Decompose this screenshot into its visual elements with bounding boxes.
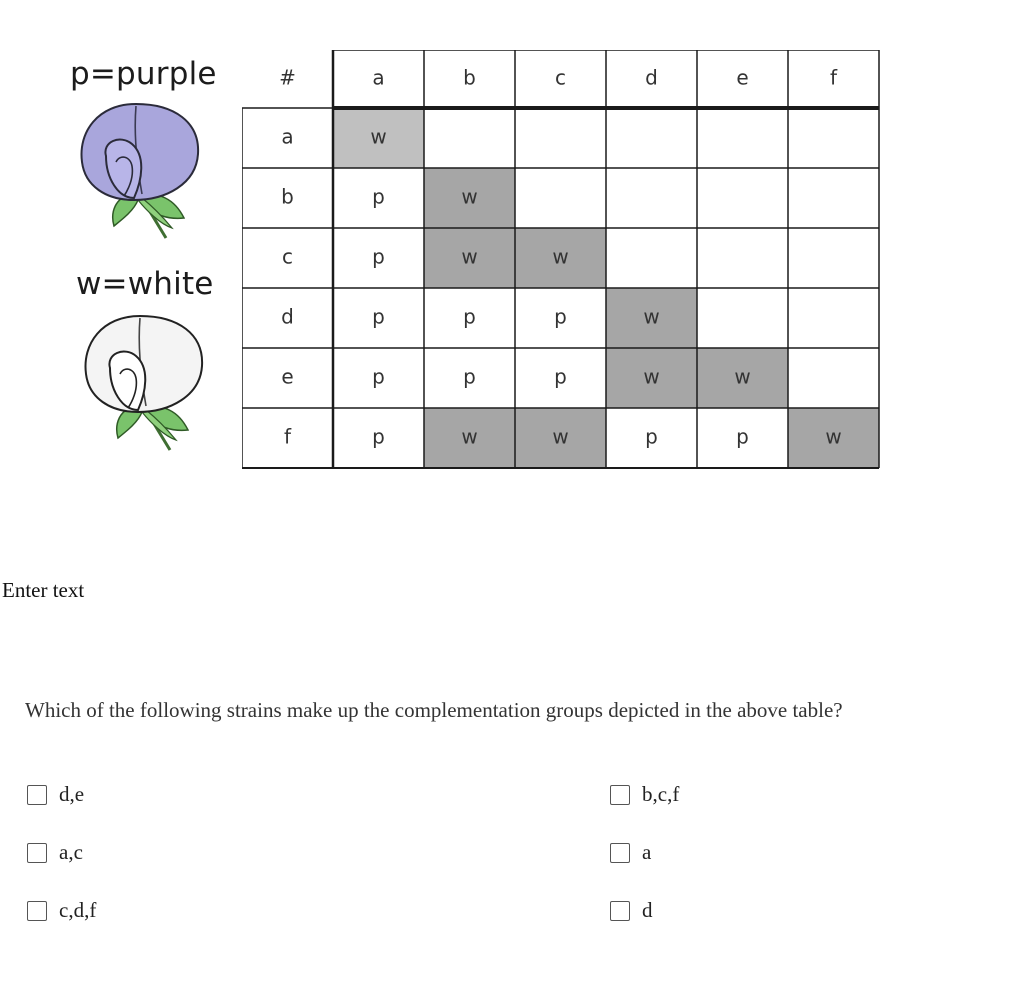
table-cell: w bbox=[643, 364, 660, 389]
checkbox[interactable] bbox=[610, 785, 630, 805]
option-label: d bbox=[642, 898, 653, 922]
table-cell: w bbox=[461, 184, 478, 209]
option-d-e[interactable] bbox=[27, 782, 84, 807]
table-corner-label: # bbox=[279, 65, 296, 90]
column-header: e bbox=[736, 65, 749, 90]
option-label: a,c bbox=[59, 840, 83, 864]
row-header: f bbox=[283, 424, 292, 449]
table-cell: p bbox=[554, 304, 567, 329]
table-cell: p bbox=[463, 304, 476, 329]
white-flower-icon bbox=[80, 312, 208, 454]
question-text: Which of the following strains make up the complementation groups depicted in the above table? bbox=[25, 698, 843, 722]
complementation-table bbox=[242, 50, 884, 475]
option-a-c[interactable] bbox=[27, 840, 83, 865]
checkbox[interactable] bbox=[27, 843, 47, 863]
column-header: d bbox=[645, 65, 658, 90]
row-header: d bbox=[281, 304, 294, 329]
row-header: a bbox=[281, 124, 294, 149]
row-header: b bbox=[281, 184, 294, 209]
checkbox[interactable] bbox=[610, 843, 630, 863]
table-cell: p bbox=[372, 304, 385, 329]
table-cell: w bbox=[734, 364, 751, 389]
column-header: a bbox=[372, 65, 385, 90]
table-cell: p bbox=[372, 424, 385, 449]
option-label: c,d,f bbox=[59, 898, 97, 922]
table-cell: w bbox=[552, 424, 569, 449]
option-label: b,c,f bbox=[642, 782, 680, 806]
checkbox[interactable] bbox=[27, 785, 47, 805]
column-header: c bbox=[555, 65, 566, 90]
checkbox[interactable] bbox=[27, 901, 47, 921]
table-cell: w bbox=[552, 244, 569, 269]
column-header: b bbox=[463, 65, 476, 90]
purple-flower-icon bbox=[76, 100, 204, 242]
table-cell: w bbox=[825, 424, 842, 449]
option-label: d,e bbox=[59, 782, 85, 806]
complementation-grid bbox=[242, 50, 884, 470]
table-cell: w bbox=[643, 304, 660, 329]
table-cell: w bbox=[461, 424, 478, 449]
purple-legend-label: p=purple bbox=[70, 56, 217, 92]
column-header: f bbox=[829, 65, 838, 90]
row-header: c bbox=[282, 244, 293, 269]
table-cell: p bbox=[372, 184, 385, 209]
option-d[interactable] bbox=[610, 898, 653, 923]
table-cell: p bbox=[554, 364, 567, 389]
table-cell: w bbox=[370, 124, 387, 149]
table-cell: p bbox=[372, 364, 385, 389]
enter-text-prompt[interactable]: Enter text bbox=[2, 578, 85, 602]
option-c-d-f[interactable] bbox=[27, 898, 96, 923]
table-cell: p bbox=[463, 364, 476, 389]
table-cell: p bbox=[736, 424, 749, 449]
white-legend-label: w=white bbox=[76, 266, 214, 302]
option-label: a bbox=[642, 840, 652, 864]
table-cell: p bbox=[645, 424, 658, 449]
table-cell: w bbox=[461, 244, 478, 269]
table-cell: p bbox=[372, 244, 385, 269]
checkbox[interactable] bbox=[610, 901, 630, 921]
option-b-c-f[interactable] bbox=[610, 782, 679, 807]
option-a[interactable] bbox=[610, 840, 651, 865]
row-header: e bbox=[281, 364, 294, 389]
